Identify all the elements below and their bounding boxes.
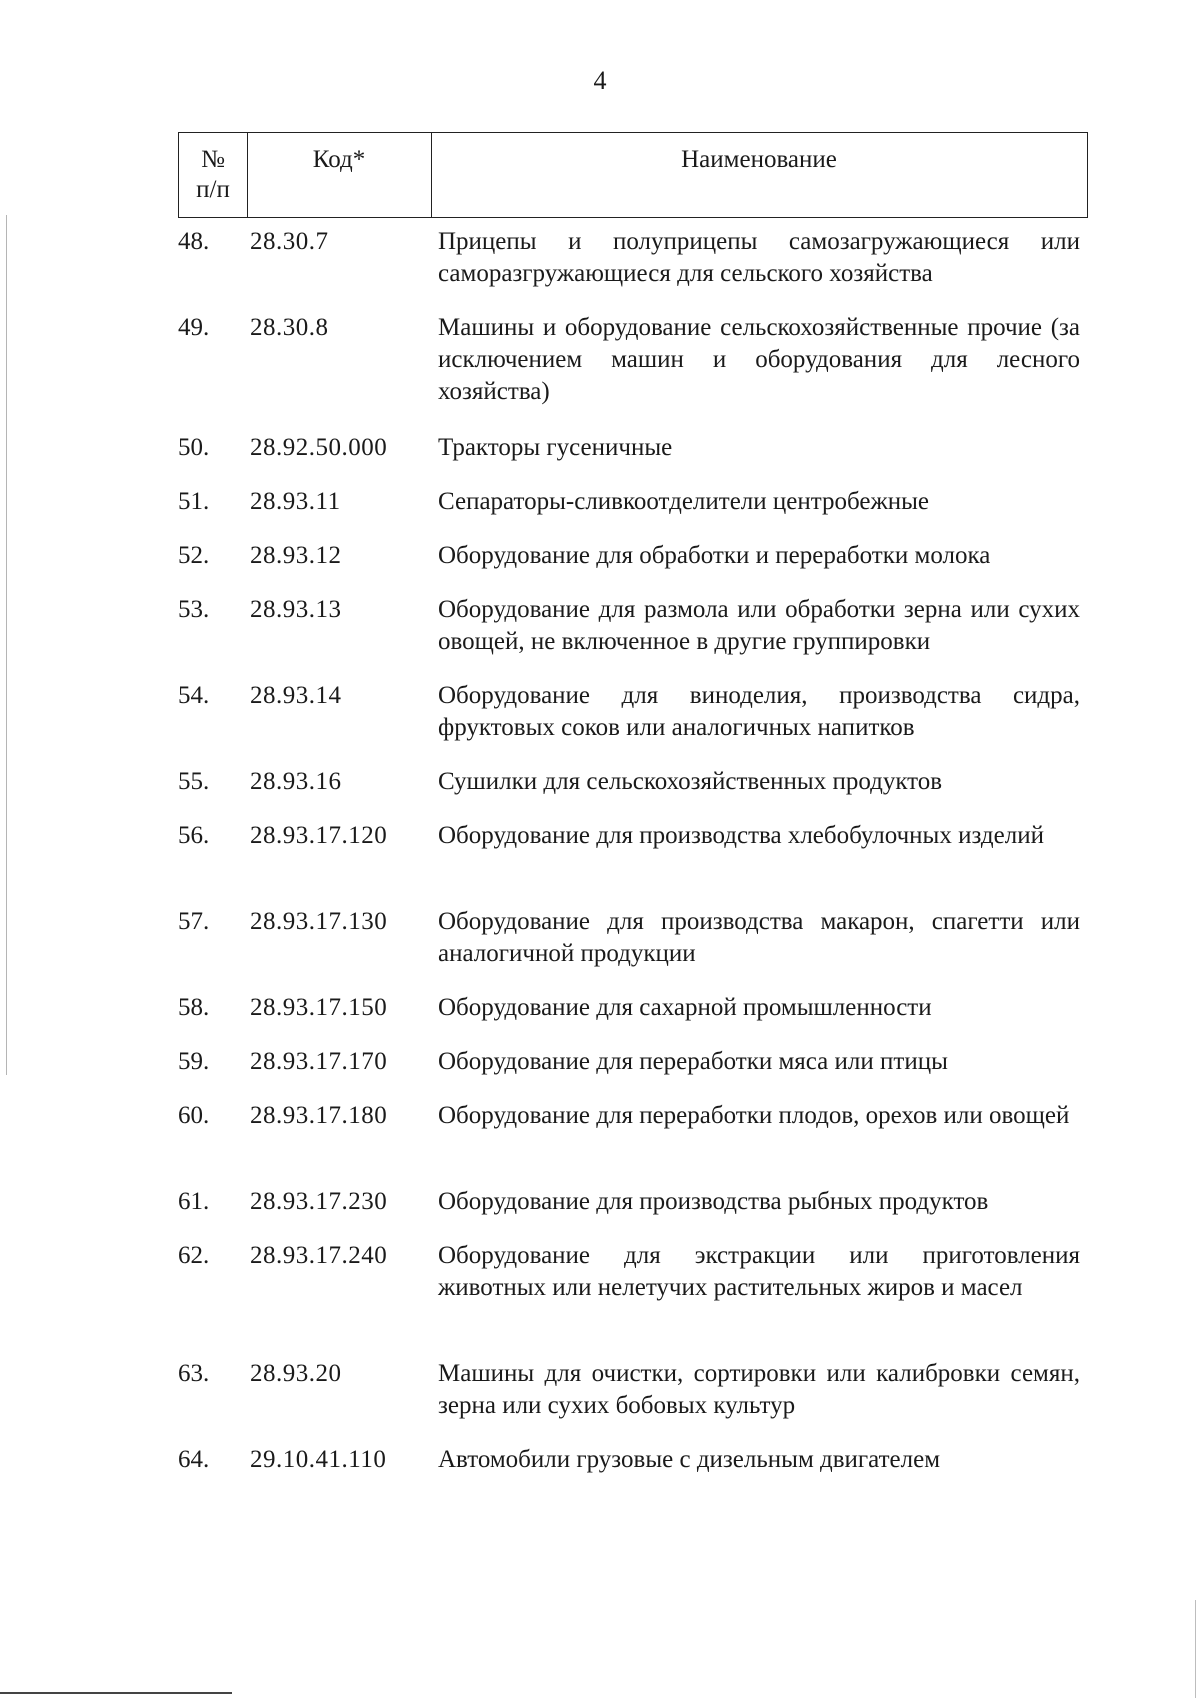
row-name: Оборудование для экстракции или приготовления животных или нелетучих растительных жиров и масел (438, 1242, 1080, 1301)
table-header (178, 132, 1088, 218)
row-number: 55. (178, 768, 210, 795)
row-number: 50. (178, 434, 210, 461)
row-number: 48. (178, 228, 210, 255)
header-num: № п/п (196, 146, 230, 203)
row-number: 60. (178, 1102, 210, 1129)
row-code: 28.93.12 (250, 542, 342, 569)
scan-margin-line (1195, 1600, 1196, 1698)
row-name: Сушилки для сельскохозяйственных продуктов (438, 768, 943, 795)
row-code: 28.93.17.170 (250, 1048, 388, 1075)
row-code: 28.93.17.180 (250, 1102, 388, 1129)
row-number: 64. (178, 1446, 210, 1473)
row-name: Оборудование для размола или обработки зерна или сухих овощей, не включенное в другие группировки (438, 596, 1080, 655)
row-code: 28.30.8 (250, 314, 329, 341)
row-name: Оборудование для обработки и переработки молока (438, 542, 991, 569)
row-number: 59. (178, 1048, 210, 1075)
row-code: 28.93.20 (250, 1360, 342, 1387)
row-name: Оборудование для производства макарон, спагетти или аналогичной продукции (438, 908, 1080, 967)
row-number: 53. (178, 596, 210, 623)
row-code: 28.93.17.230 (250, 1188, 388, 1215)
row-name: Оборудование для переработки мяса или птицы (438, 1048, 948, 1075)
row-number: 51. (178, 488, 210, 515)
row-code: 29.10.41.110 (250, 1446, 387, 1473)
scan-margin-line (6, 215, 7, 1075)
row-number: 52. (178, 542, 210, 569)
row-number: 57. (178, 908, 210, 935)
row-name: Сепараторы-сливкоотделители центробежные (438, 488, 930, 515)
row-code: 28.93.17.120 (250, 822, 388, 849)
row-name: Автомобили грузовые с дизельным двигателем (438, 1446, 941, 1473)
row-code: 28.30.7 (250, 228, 329, 255)
row-number: 61. (178, 1188, 210, 1215)
row-name: Прицепы и полуприцепы самозагружающиеся или саморазгружающиеся для сельского хозяйства (438, 228, 1080, 287)
row-number: 56. (178, 822, 210, 849)
page-number: 4 (593, 66, 607, 95)
row-name: Оборудование для производства хлебобулочных изделий (438, 822, 1044, 849)
row-code: 28.93.17.130 (250, 908, 388, 935)
row-code: 28.93.13 (250, 596, 342, 623)
row-name: Оборудование для сахарной промышленности (438, 994, 932, 1021)
row-name: Машины и оборудование сельскохозяйственные прочие (за исключением машин и оборудования для лесного хозяйства) (438, 314, 1080, 405)
row-number: 49. (178, 314, 210, 341)
row-code: 28.93.11 (250, 488, 341, 515)
row-code: 28.92.50.000 (250, 434, 388, 461)
row-code: 28.93.17.150 (250, 994, 388, 1021)
footnote-separator (0, 1692, 232, 1694)
row-code: 28.93.16 (250, 768, 342, 795)
row-number: 58. (178, 994, 210, 1021)
row-number: 63. (178, 1360, 210, 1387)
row-code: 28.93.14 (250, 682, 342, 709)
row-name: Оборудование для переработки плодов, орехов или овощей (438, 1102, 1070, 1129)
row-number: 62. (178, 1242, 210, 1269)
row-code: 28.93.17.240 (250, 1242, 388, 1269)
row-name: Тракторы гусеничные (438, 434, 673, 461)
header-name: Наименование (681, 146, 837, 173)
header-code: Код* (312, 146, 366, 173)
row-name: Машины для очистки, сортировки или калибровки семян, зерна или сухих бобовых культур (438, 1360, 1080, 1419)
row-name: Оборудование для виноделия, производства сидра, фруктовых соков или аналогичных напитков (438, 682, 1080, 741)
row-number: 54. (178, 682, 210, 709)
row-name: Оборудование для производства рыбных продуктов (438, 1188, 989, 1215)
